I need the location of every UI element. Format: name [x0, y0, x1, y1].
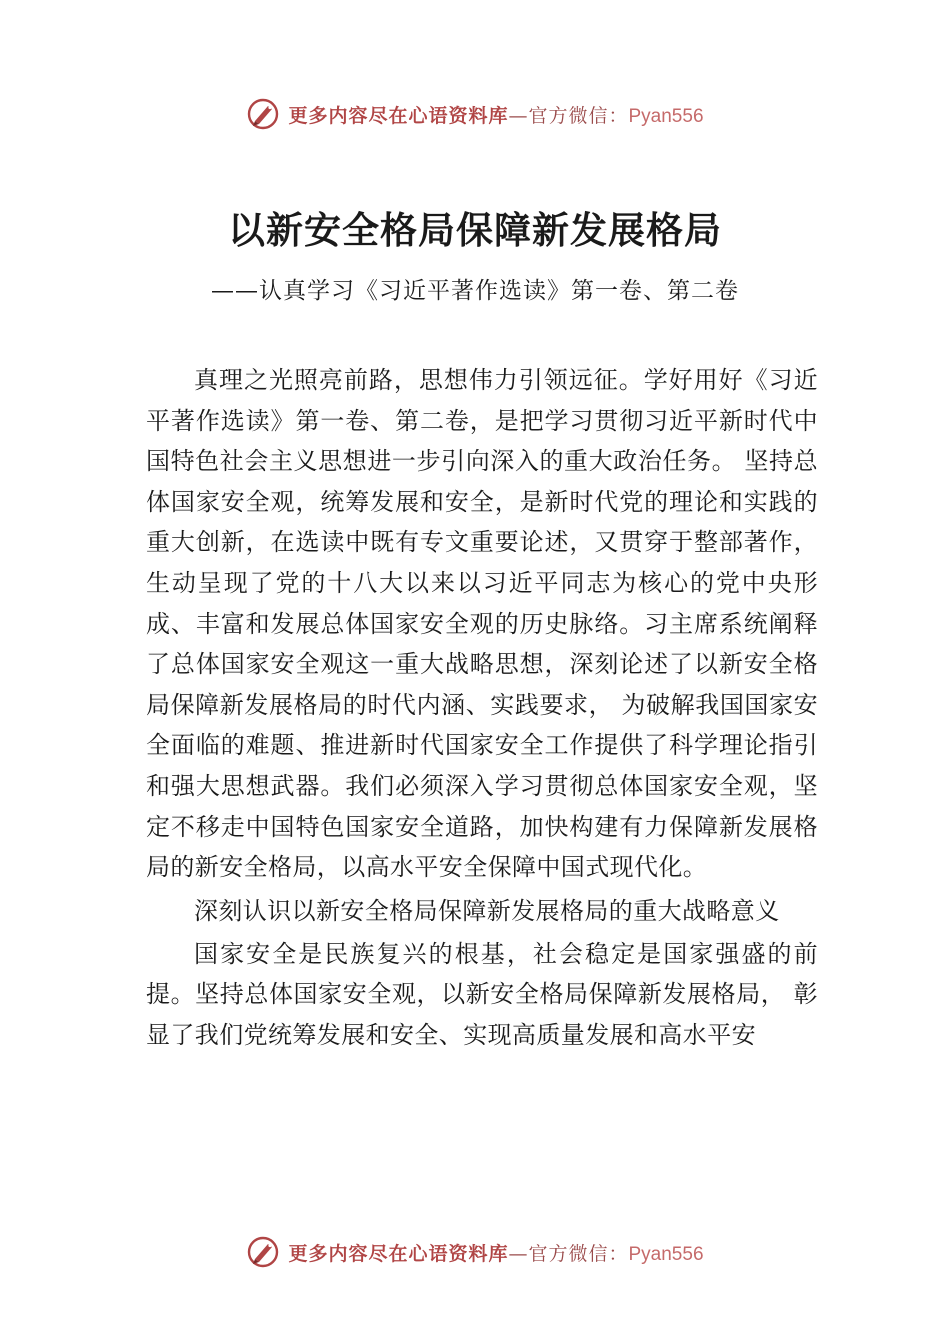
header-watermark-banner [0, 94, 950, 134]
watermark-text [288, 101, 703, 128]
watermark-separator: — [508, 1242, 529, 1265]
watermark-text [288, 1239, 703, 1266]
pen-logo-icon [246, 1235, 280, 1269]
watermark-separator: — [508, 104, 529, 127]
document-title: 以新安全格局保障新发展格局 [228, 208, 722, 252]
pen-logo-icon [246, 97, 280, 131]
paragraph-intro: 真理之光照亮前路，思想伟力引领远征。学好用好《习近平著作选读》第一卷、第二卷，是把学习贯彻习近平新时代中国特色社会主义思想进一步引向深入的重大政治任务。 坚持总体国家安全观，统筹发展和安全，是新时代党的理论和实践的重大创新，在选读中既有专文重要论述，又贯穿于整部著作，生动呈现了党的十八大以来以习近平同志为核心的党中央形成、丰富和发展总体国家安全观的历史脉络。习主席系统阐释了总体国家安全观这一重大战略思想，深刻论述了以新安全格局保障新发展格局的时代内涵、实践要求， 为破解我国国家安全面临的难题、推进新时代国家安全工作提供了科学理论指引和强大思想武器。我们必须深入学习贯彻总体国家安全观，坚定不移走中国特色国家安全道路，加快构建有力保障新发展格局的新安全格局，以高水平安全保障中国式现代化。 [146, 366, 818, 882]
section-heading: 深刻认识以新安全格局保障新发展格局的重大战略意义 [194, 896, 780, 925]
document-subtitle: ——认真学习《习近平著作选读》第一卷、第二卷 [211, 278, 739, 304]
watermark-wechat-id: Pyan556 [628, 1243, 704, 1265]
paragraph-section-1: 国家安全是民族复兴的根基，社会稳定是国家强盛的前提。坚持总体国家安全观，以新安全格局保障新发展格局， 彰显了我们党统筹发展和安全、实现高质量发展和高水平安 [146, 939, 818, 1049]
footer-watermark-banner [0, 1232, 950, 1272]
document-body [146, 360, 818, 1056]
watermark-wechat-label: 官方微信： [528, 104, 629, 127]
watermark-promo: 更多内容尽在心语资料库 [288, 104, 509, 127]
watermark-wechat-label: 官方微信： [528, 1242, 629, 1265]
watermark-wechat-id: Pyan556 [628, 105, 704, 127]
watermark-promo: 更多内容尽在心语资料库 [288, 1242, 509, 1265]
